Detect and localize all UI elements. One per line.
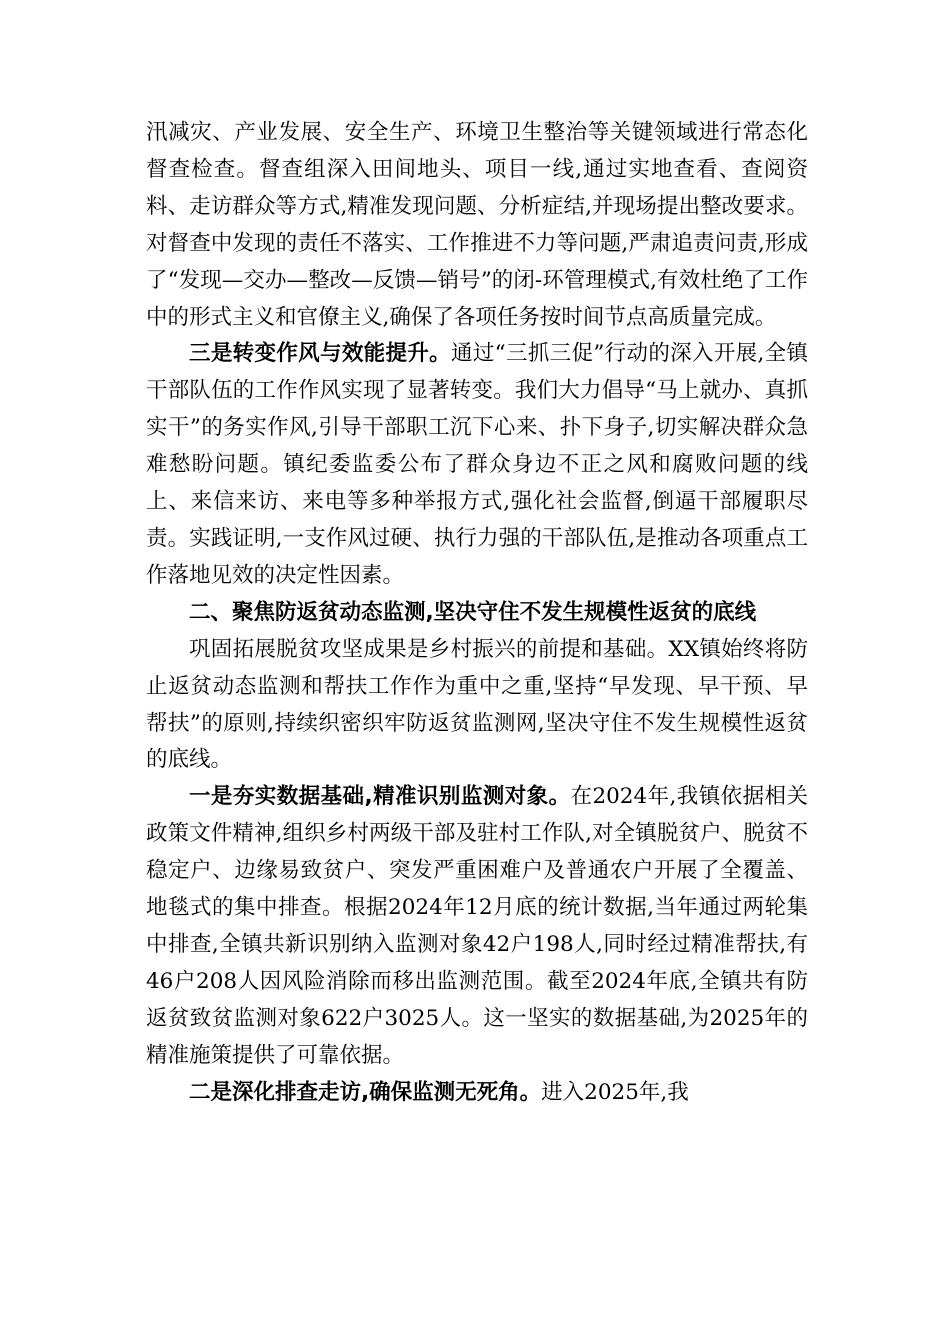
paragraph-text: 在2024年,我镇依据相关政策文件精神,组织乡村两级干部及驻村工作队,对全镇脱贫户、脱贫不稳定户、边缘易致贫户、突发严重困难户及普通农户开展了全覆盖、地毯式的集中排查。根据2024年12月底的统计数据,当年通过两轮集中排查,全镇共新识别纳入监测对象42户198人,同时经过精准帮扶,有46户208人因风险消除而移出监测范围。截至2024年底,全镇共有防返贫致贫监测对象622户3025人。这一坚实的数据基础,为2025年的精准施策提供了可靠依据。 bbox=[146, 784, 808, 1068]
paragraph-data-foundation bbox=[146, 779, 808, 1074]
paragraph-work-style bbox=[146, 336, 808, 594]
paragraph-lead: 三是转变作风与效能提升。 bbox=[189, 341, 451, 367]
paragraph-supervision bbox=[146, 115, 808, 336]
paragraph-visits bbox=[146, 1075, 808, 1112]
paragraph-text: 通过“三抓三促”行动的深入开展,全镇干部队伍的工作作风实现了显著转变。我们大力倡导“马上就办、真抓实干”的务实作风,引导干部职工沉下心来、扑下身子,切实解决群众急难愁盼问题。镇纪委监委公布了群众身边不正之风和腐败问题的线上、来信来访、来电等多种举报方式,强化社会监督,倒逼干部履职尽责。实践证明,一支作风过硬、执行力强的干部队伍,是推动各项重点工作落地见效的决定性因素。 bbox=[146, 341, 808, 588]
paragraph-lead: 一是夯实数据基础,精准识别监测对象。 bbox=[189, 784, 571, 810]
paragraph-text: 汛减灾、产业发展、安全生产、环境卫生整治等关键领域进行常态化督查检查。督查组深入田间地头、项目一线,通过实地查看、查阅资料、走访群众等方式,精准发现问题、分析症结,并现场提出整改要求。对督查中发现的责任不落实、工作推进不力等问题,严肃追责问责,形成了“发现—交办—整改—反馈—销号”的闭-环管理模式,有效杜绝了工作中的形式主义和官僚主义,确保了各项任务按时间节点高质量完成。 bbox=[146, 120, 808, 330]
paragraph-text: 巩固拓展脱贫攻坚成果是乡村振兴的前提和基础。XX镇始终将防止返贫动态监测和帮扶工作作为重中之重,坚持“早发现、早干预、早帮扶”的原则,持续织密织牢防返贫监测网,坚决守住不发生规模性返贫的底线。 bbox=[146, 636, 808, 773]
paragraph-lead: 二是深化排查走访,确保监测无死角。 bbox=[189, 1079, 542, 1105]
paragraph-text: 进入2025年,我 bbox=[541, 1079, 689, 1105]
paragraph-monitoring-intro bbox=[146, 632, 808, 780]
document-body bbox=[146, 115, 808, 1111]
section-heading: 二、聚焦防返贫动态监测,坚决守住不发生规模性返贫的底线 bbox=[189, 599, 757, 625]
